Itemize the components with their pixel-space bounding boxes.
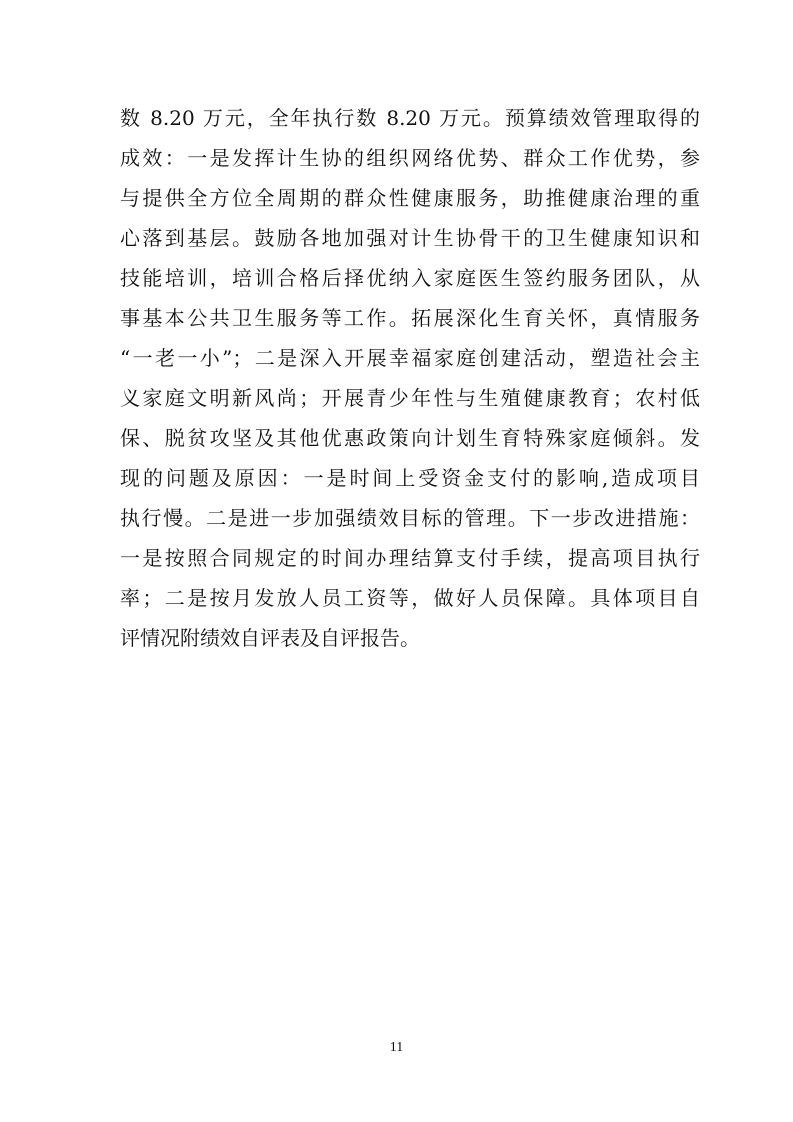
paragraph-line: “一老一小”；二是深入开展幸福家庭创建活动，塑造社会主 [120,346,700,370]
paragraph-line: 义家庭文明新风尚；开展青少年性与生殖健康教育；农村低 [120,386,700,410]
paragraph-line: 技能培训，培训合格后择优纳入家庭医生签约服务团队，从 [120,266,700,290]
paragraph-line: 事基本公共卫生服务等工作。拓展深化生育关怀，真情服务 [120,306,700,330]
paragraph-line: 率；二是按月发放人员工资等，做好人员保障。具体项目自 [120,586,700,610]
paragraph-line: 执行慢。二是进一步加强绩效目标的管理。下一步改进措施： [120,506,700,530]
paragraph-line: 数 8.20 万元，全年执行数 8.20 万元。预算绩效管理取得的 [120,106,700,130]
paragraph-line: 现的问题及原因：一是时间上受资金支付的影响,造成项目 [120,466,700,490]
body-paragraph [120,98,700,658]
paragraph-line: 心落到基层。鼓励各地加强对计生协骨干的卫生健康知识和 [120,226,700,250]
page-number: 11 [389,1040,404,1055]
paragraph-line: 与提供全方位全周期的群众性健康服务，助推健康治理的重 [120,186,700,210]
paragraph-line: 评情况附绩效自评表及自评报告。 [120,626,420,650]
paragraph-line: 成效：一是发挥计生协的组织网络优势、群众工作优势，参 [120,146,700,170]
paragraph-line: 保、脱贫攻坚及其他优惠政策向计划生育特殊家庭倾斜。发 [120,426,700,450]
paragraph-line: 一是按照合同规定的时间办理结算支付手续，提高项目执行 [120,546,700,570]
